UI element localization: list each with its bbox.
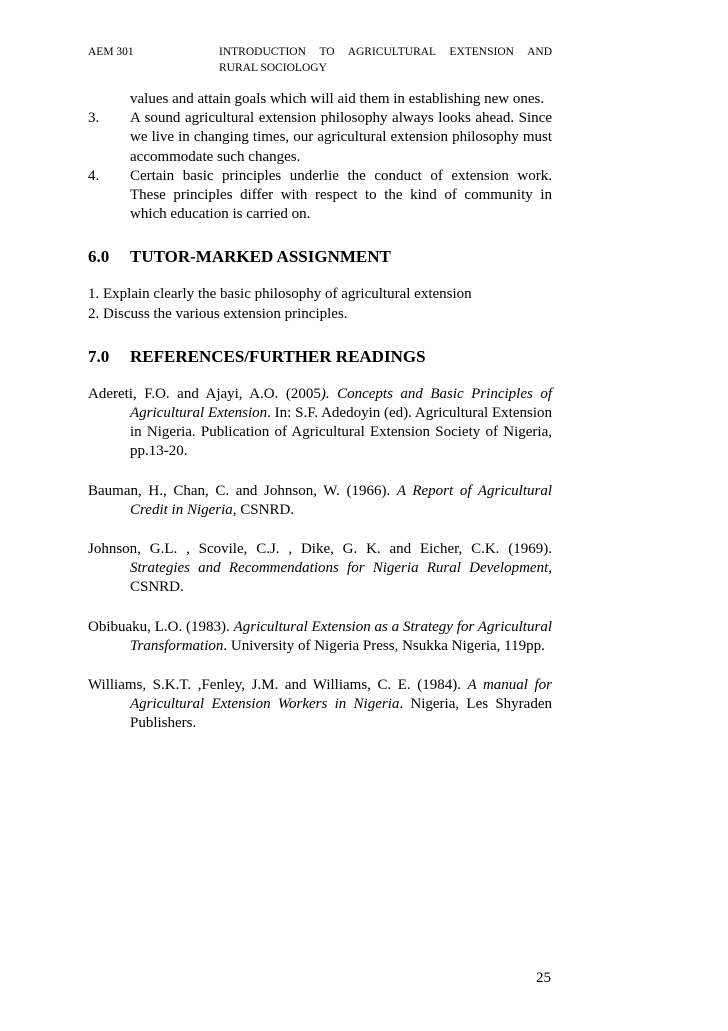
assignment-list <box>88 285 552 323</box>
section-number: 6.0 <box>88 247 110 267</box>
reference-publisher: . In: S.F. Adedoyin (ed). Agricultural Extension in Nigeria. Publication of Agricultural Extension Society of Nigeria, pp.13-20. <box>130 405 552 460</box>
reference-title: Agricultural Extension as a Strategy for Agricultural Transformation <box>130 618 552 654</box>
reference-list <box>88 385 552 734</box>
list-item-text: Certain basic principles underlie the conduct of extension work. These principles differ with respect to the kind of community in which education is carried on. <box>130 167 552 223</box>
reference-title: A manual for Agricultural Extension Workers in Nigeria <box>130 677 552 713</box>
assignment-item: 2. Discuss the various extension principles. <box>88 305 348 322</box>
reference-entry <box>88 618 552 656</box>
list-item <box>88 109 552 167</box>
reference-publisher: , CSNRD. <box>130 560 552 596</box>
reference-publisher: , CSNRD. <box>232 501 295 518</box>
header-title-line2: RURAL SOCIOLOGY <box>219 62 327 74</box>
reference-authors: Bauman, H., Chan, C. and Johnson, W. (1966). <box>88 482 397 499</box>
assignment-item: 1. Explain clearly the basic philosophy of agricultural extension <box>88 286 472 303</box>
section-title: REFERENCES/FURTHER READINGS <box>130 346 426 366</box>
header-title-line1: INTRODUCTION TO AGRICULTURAL EXTENSION AND <box>219 46 552 58</box>
page-body <box>88 90 552 754</box>
reference-title: Strategies and Recommendations for Nigeria Rural Development <box>130 560 549 577</box>
list-item <box>88 167 552 225</box>
list-item-text: A sound agricultural extension philosophy always looks ahead. Since we live in changing times, our agricultural extension philosophy must accommodate such changes. <box>130 110 552 165</box>
reference-entry <box>88 540 552 598</box>
section-title: TUTOR-MARKED ASSIGNMENT <box>130 247 391 267</box>
continued-paragraph: values and attain goals which will aid them in establishing new ones. <box>130 91 545 107</box>
reference-entry <box>88 385 552 462</box>
reference-authors: Obibuaku, L.O. (1983). <box>88 618 234 635</box>
reference-title: ). Concepts and Basic Principles of Agricultural Extension <box>130 385 552 422</box>
section-number: 7.0 <box>88 346 110 366</box>
page-number: 25 <box>536 970 551 986</box>
header-title <box>219 44 552 76</box>
reference-authors: Williams, S.K.T. ,Fenley, J.M. and Williams, C. E. (1984). <box>88 677 468 694</box>
list-item-number: 3. <box>88 110 100 127</box>
reference-publisher: . Nigeria, Les Shyraden Publishers. <box>130 696 552 732</box>
reference-authors: Adereti, F.O. and Ajayi, A.O. (2005 <box>88 385 321 402</box>
section-heading-references <box>88 347 552 367</box>
reference-publisher: . University of Nigeria Press, Nsukka Nigeria, 119pp. <box>223 637 545 654</box>
list-item-number: 4. <box>88 167 100 184</box>
course-code: AEM 301 <box>88 46 134 58</box>
reference-entry <box>88 676 552 734</box>
reference-authors: Johnson, G.L. , Scovile, C.J. , Dike, G. K. and Eicher, C.K. (1969). <box>88 541 552 558</box>
reference-title: A Report of Agricultural Credit in Nigeria <box>130 482 553 518</box>
reference-entry <box>88 482 552 520</box>
section-heading-assignment <box>88 247 552 267</box>
